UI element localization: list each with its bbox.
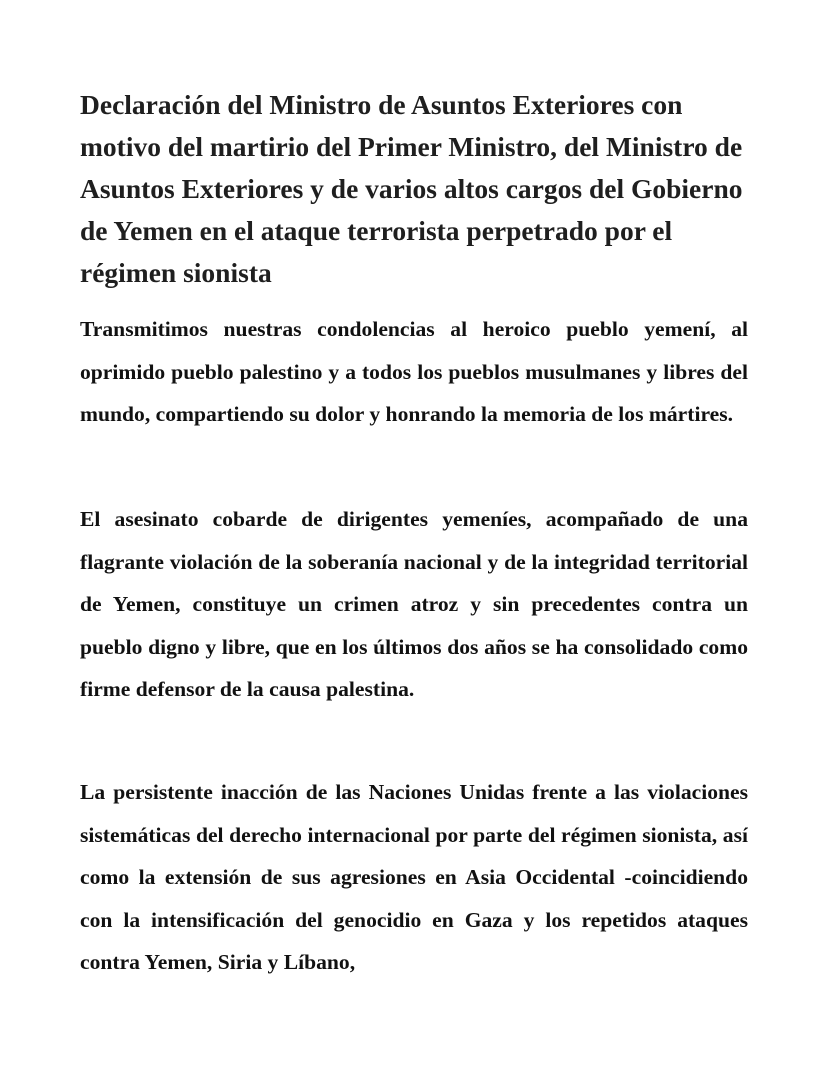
paragraph-un-inaction: La persistente inacción de las Naciones Unidas frente a las violaciones sistemáticas del derecho internacional por parte del régimen sionista, así como la extensión de sus agresiones en Asia Occidental -coincidiendo con la intensificación del genocidio en Gaza y los repetidos ataques contra Yemen, Siria y Líbano, — [80, 780, 748, 974]
document-title: Declaración del Ministro de Asuntos Exteriores con motivo del martirio del Primer Ministro, del Ministro de Asuntos Exteriores y de varios altos cargos del Gobierno de Yemen en el ataque terrorista perpetrado por el régimen sionista — [80, 89, 743, 288]
paragraph-assassination: El asesinato cobarde de dirigentes yemeníes, acompañado de una flagrante violación de la soberanía nacional y de la integridad territorial de Yemen, constituye un crimen atroz y sin precedentes contra un pueblo digno y libre, que en los últimos dos años se ha consolidado como firme defensor de la causa palestina. — [80, 507, 748, 701]
paragraph-condolences: Transmitimos nuestras condolencias al heroico pueblo yemení, al oprimido pueblo palestino y a todos los pueblos musulmanes y libres del mundo, compartiendo su dolor y honrando la memoria de los mártires. — [80, 317, 748, 426]
